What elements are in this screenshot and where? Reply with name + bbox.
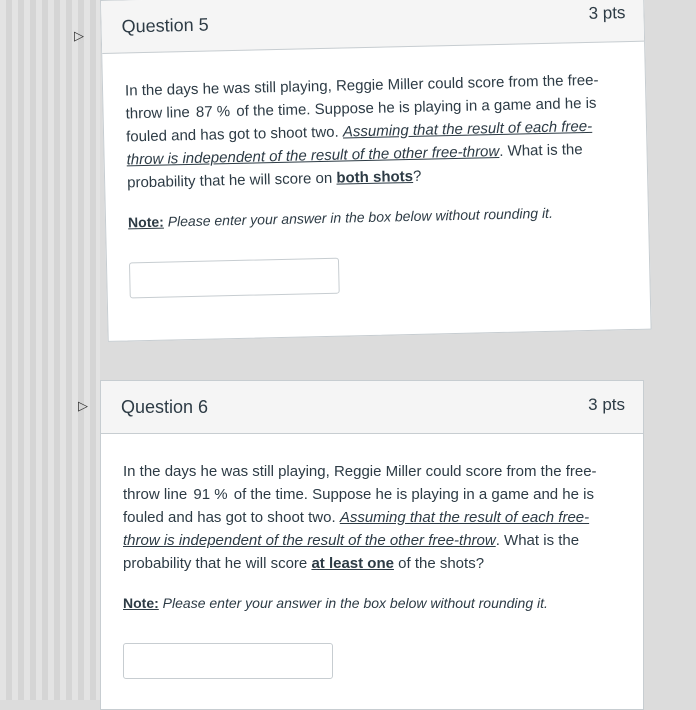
question-note — [123, 593, 621, 613]
probability-value: 91 % — [193, 486, 228, 503]
independence-assumption: Assuming that the result of each free-throw is independent of the result of the other free-throw — [126, 117, 593, 169]
question-points: 3 pts — [588, 3, 626, 23]
question-5-card — [100, 0, 652, 342]
question-text-part: of the shots? — [398, 555, 485, 572]
background-left-margin — [0, 0, 100, 700]
flag-question-6-icon[interactable]: ▷ — [78, 398, 88, 413]
question-text — [125, 68, 625, 194]
probability-value: 87 % — [195, 103, 231, 121]
question-text-part: . What is the probability that he will score on — [126, 141, 583, 192]
question-text-part: In the days he was still playing, Reggie Miller could score from the free-throw line — [123, 463, 597, 503]
question-6-card — [100, 380, 644, 710]
note-label: Note: — [127, 213, 165, 231]
answer-input[interactable] — [123, 643, 333, 679]
emphasis-text: at least one — [311, 555, 394, 572]
question-title: Question 5 — [121, 14, 209, 37]
question-title: Question 6 — [121, 397, 209, 417]
note-label: Note: — [123, 595, 159, 611]
flag-question-5-icon[interactable]: ▷ — [74, 28, 84, 43]
independence-assumption: Assuming that the result of each free-throw is independent of the result of the other free-throw — [123, 509, 590, 549]
question-text-part: . What is the probability that he will score — [123, 532, 580, 572]
question-body — [102, 42, 649, 299]
question-body — [101, 434, 643, 679]
question-note — [128, 201, 626, 232]
question-header — [101, 381, 643, 434]
question-text-part: of the time. Suppose he is playing in a game and he is fouled and has got to shoot two. — [125, 94, 597, 146]
question-text — [123, 460, 621, 575]
question-text-part: In the days he was still playing, Reggie Miller could score from the free-throw line — [124, 71, 599, 123]
question-text-part: of the time. Suppose he is playing in a game and he is fouled and has got to shoot two. — [123, 486, 594, 526]
answer-input[interactable] — [129, 258, 340, 299]
question-points: 3 pts — [588, 395, 625, 414]
note-text: Please enter your answer in the box below without rounding it. — [167, 204, 554, 230]
note-text: Please enter your answer in the box below without rounding it. — [162, 595, 548, 611]
emphasis-text: both shots — [336, 167, 414, 187]
question-text-part: ? — [412, 167, 422, 185]
